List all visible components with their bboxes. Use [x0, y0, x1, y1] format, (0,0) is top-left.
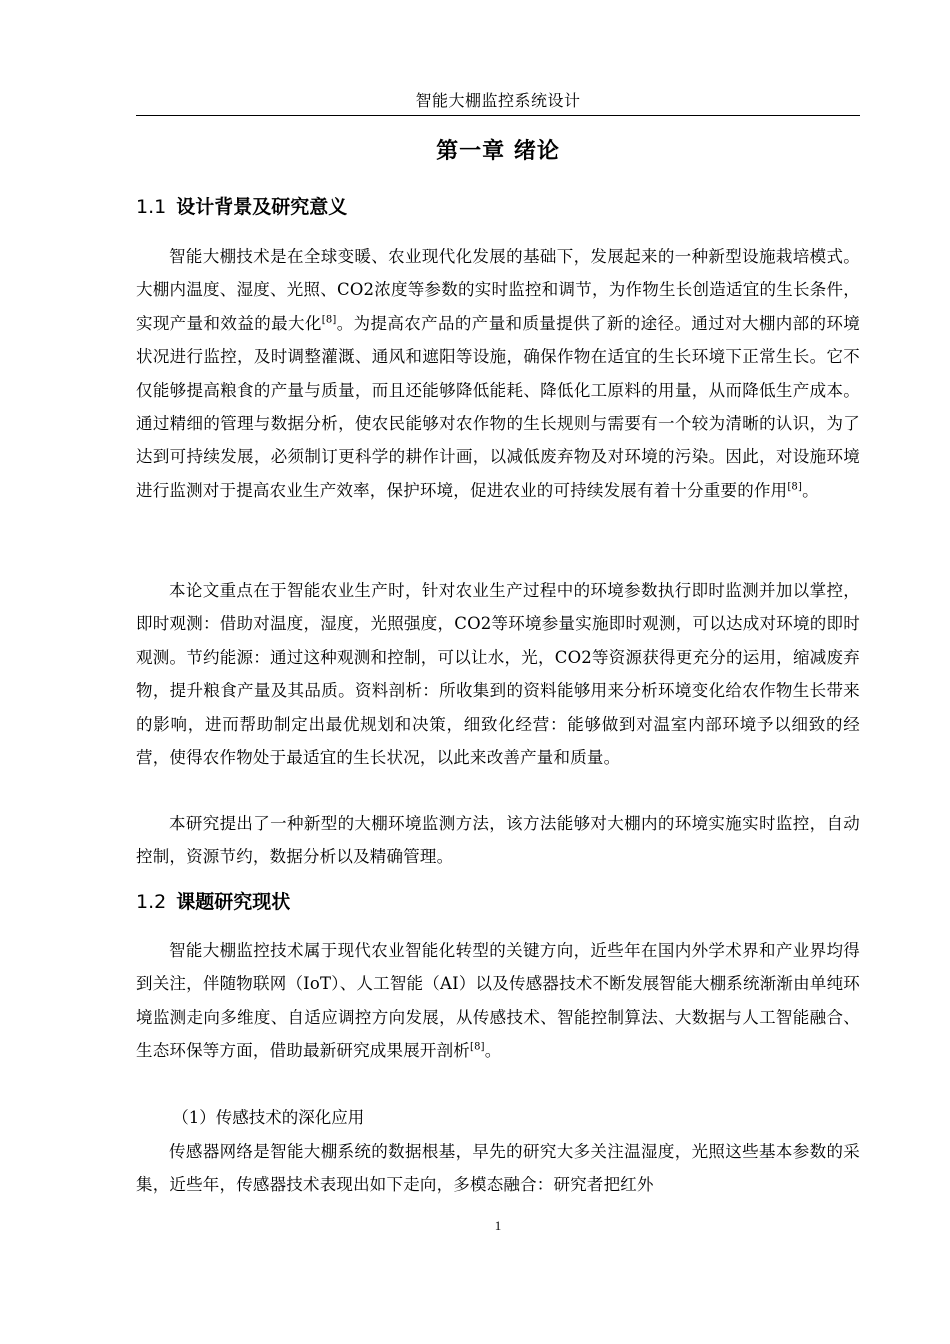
chapter-title: 第一章 绪论: [436, 139, 560, 164]
citation[interactable]: [8]: [321, 314, 337, 326]
paragraph-text: 智能大棚监控技术属于现代农业智能化转型的关键方向，近些年在国内外学术界和产业界均得到关注，伴随物联网（IoT）、人工智能（AI）以及传感器技术不断发展智能大棚系统渐渐由单纯环境监测走向多维度、自适应调控方向发展，从传感技术、智能控制算法、大数据与人工智能融合、生态环保等方面，借助最新研究成果展开剖析: [136, 941, 860, 1061]
running-header: 智能大棚监控系统设计: [415, 91, 581, 110]
paragraph-proposal: 本研究提出了一种新型的大棚环境监测方法，该方法能够对大棚内的环境实施实时监控，自动控制，资源节约，数据分析以及精确管理。: [136, 814, 860, 867]
page-number: 1: [494, 1218, 502, 1233]
paragraph-focus: 本论文重点在于智能农业生产时，针对农业生产过程中的环境参数执行即时监测并加以掌控，即时观测：借助对温度，湿度，光照强度，CO2等环境参量实施即时观测，可以达成对环境的即时观测。节约能源：通过这种观测和控制，可以让水，光，CO2等资源获得更充分的运用，缩减废弃物，提升粮食产量及其品质。资料剖析：所收集到的资料能够用来分析环境变化给农作物生长带来的影响，进而帮助制定出最优规划和决策，细致化经营：能够做到对温室内部环境予以细致的经营，使得农作物处于最适宜的生长状况，以此来改善产量和质量。: [136, 581, 860, 768]
paragraph-text: 。: [484, 1041, 502, 1061]
citation[interactable]: [8]: [787, 481, 803, 493]
section-number: 1.1: [136, 196, 167, 218]
citation[interactable]: [8]: [470, 1041, 485, 1053]
section-number: 1.2: [136, 891, 167, 913]
paragraph-status: [136, 934, 860, 1068]
sub-item-sensing: （1）传感技术的深化应用: [172, 1108, 365, 1127]
header-rule: [136, 115, 860, 116]
paragraph-text: 智能大棚技术是在全球变暖、农业现代化发展的基础下，发展起来的一种新型设施栽培模式。大棚内温度、湿度、光照、CO2浓度等参数的实时监控和调节，为作物生长创造适宜的生长条件，实现产量和效益的最大化: [136, 247, 860, 333]
section-heading-1-2: [136, 888, 860, 916]
section-title: 课题研究现状: [176, 891, 291, 913]
section-title: 设计背景及研究意义: [176, 196, 348, 218]
paragraph-text: 。: [802, 480, 819, 500]
paragraph-sensor-network: 传感器网络是智能大棚系统的数据根基，早先的研究大多关注温湿度，光照这些基本参数的采集，近些年，传感器技术表现出如下走向，多模态融合：研究者把红外: [136, 1142, 860, 1195]
paragraph-background: [136, 240, 860, 507]
section-heading-1-1: [136, 193, 860, 221]
paragraph-text: 。为提高农产品的产量和质量提供了新的途径。通过对大棚内部的环境状况进行监控，及时调整灌溉、通风和遮阳等设施，确保作物在适宜的生长环境下正常生长。它不仅能够提高粮食的产量与质量，而且还能够降低能耗、降低化工原料的用量，从而降低生产成本。通过精细的管理与数据分析，使农民能够对农作物的生长规则与需要有一个较为清晰的认识，为了达到可持续发展，必须制订更科学的耕作计画，以减低废弃物及对环境的污染。因此，对设施环境进行监测对于提高农业生产效率，保护环境，促进农业的可持续发展有着十分重要的作用: [136, 313, 861, 500]
